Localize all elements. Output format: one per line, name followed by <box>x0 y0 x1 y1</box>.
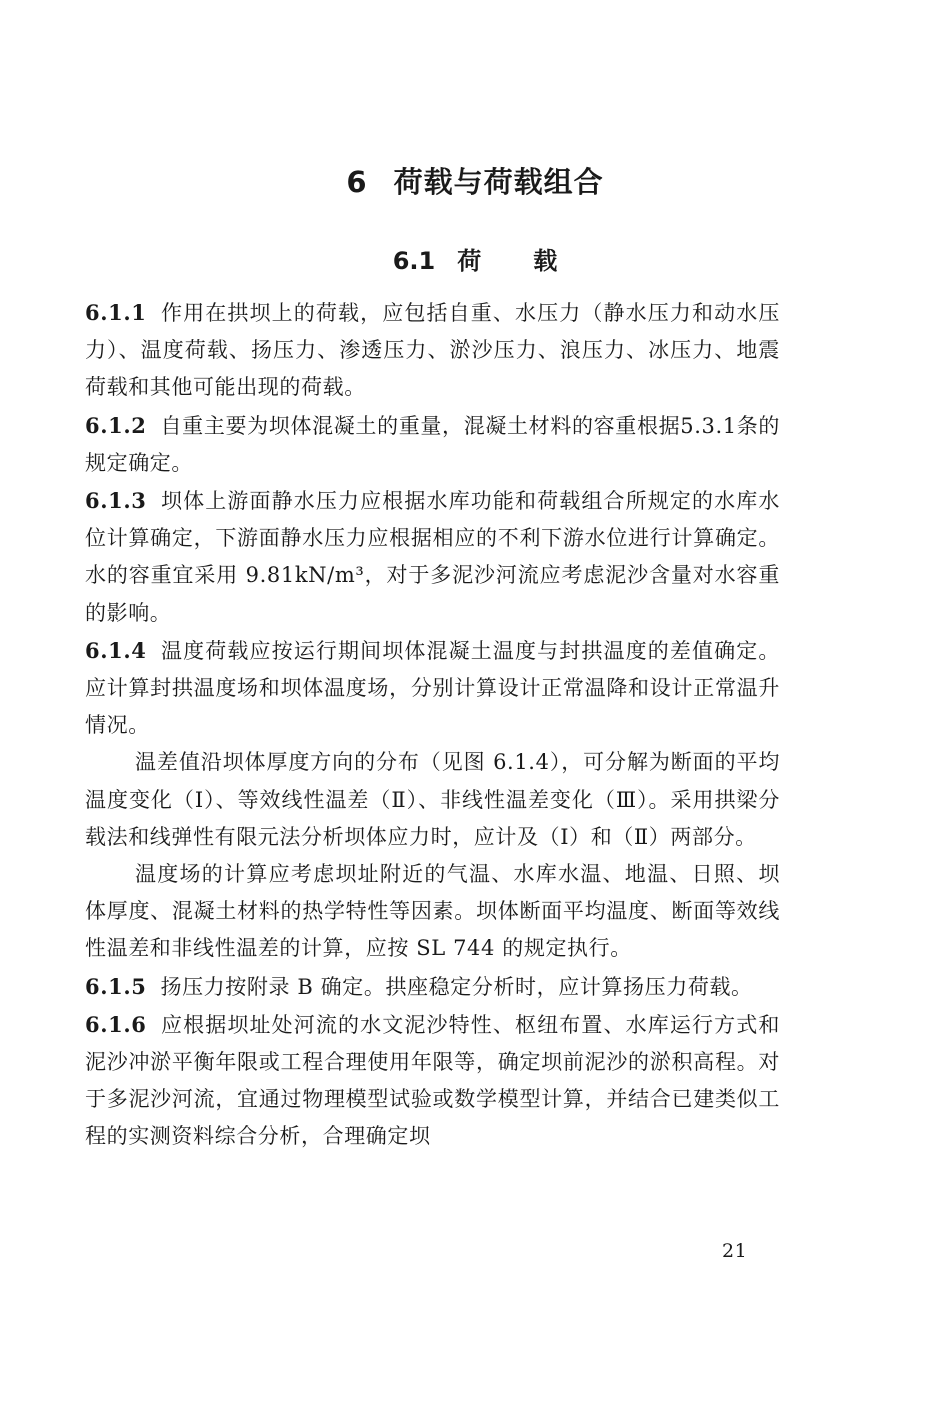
clause-number: 6.1.4 <box>85 637 147 663</box>
clause-6-1-2 <box>85 407 780 482</box>
clause-number: 6.1.1 <box>85 300 147 325</box>
chapter-title-text: 荷载与荷载组合 <box>393 165 604 199</box>
section-title <box>0 241 950 276</box>
clause-text: 坝体上游面静水压力应根据水库功能和荷载组合所规定的水库水位计算确定，下游面静水压力应根据相应的不利下游水位进行计算确定。水的容重宜采用 9.81kN/m³，对于多泥沙河流应考虑泥沙含量对水容重的影响。 <box>85 489 780 625</box>
chapter-number: 6 <box>346 165 368 199</box>
clause-text: 应根据坝址处河流的水文泥沙特性、枢纽布置、水库运行方式和泥沙冲淤平衡年限或工程合理使用年限等，确定坝前泥沙的淤积高程。对于多泥沙河流，宜通过物理模型试验或数学模型计算，并结合已建类似工程的实测资料综合分析，合理确定坝 <box>85 1012 780 1149</box>
clause-6-1-1 <box>85 294 780 407</box>
clause-number: 6.1.6 <box>85 1011 147 1037</box>
clause-6-1-6 <box>85 1006 780 1156</box>
clause-text: 自重主要为坝体混凝土的重量，混凝土材料的容重根据5.3.1条的规定确定。 <box>85 413 780 475</box>
clause-6-1-4 <box>85 632 780 745</box>
clause-text: 温度荷载应按运行期间坝体混凝土温度与封拱温度的差值确定。应计算封拱温度场和坝体温度场，分别计算设计正常温降和设计正常温升情况。 <box>85 638 780 738</box>
chapter-title <box>0 160 950 201</box>
clause-text: 作用在拱坝上的荷载，应包括自重、水压力（静水压力和动水压力）、温度荷载、扬压力、渗透压力、淤沙压力、浪压力、冰压力、地震荷载和其他可能出现的荷载。 <box>85 301 780 400</box>
clause-6-1-5 <box>85 968 780 1006</box>
clause-number: 6.1.5 <box>85 973 147 999</box>
clause-number: 6.1.3 <box>85 488 147 514</box>
paragraph-temperature-distribution <box>85 744 780 856</box>
paragraph-text: 温差值沿坝体厚度方向的分布（见图 6.1.4），可分解为断面的平均温度变化（Ⅰ）、等效线性温差（Ⅱ）、非线性温差变化（Ⅲ）。采用拱梁分载法和线弹性有限元法分析坝体应力时，应计及（Ⅰ）和（Ⅱ）两部分。 <box>85 750 780 849</box>
section-number: 6.1 <box>392 247 436 275</box>
paragraph-text: 温度场的计算应考虑坝址附近的气温、水库水温、地温、日照、坝体厚度、混凝土材料的热学特性等因素。坝体断面平均温度、断面等效线性温差和非线性温差的计算，应按 SL 744 的规定执行。 <box>85 862 780 961</box>
section-title-char-2: 载 <box>533 247 558 275</box>
clause-number: 6.1.2 <box>85 412 147 438</box>
page-number: 21 <box>722 1240 748 1262</box>
paragraph-temperature-field <box>85 856 780 968</box>
clause-6-1-3 <box>85 482 780 632</box>
clause-text: 扬压力按附录 B 确定。拱座稳定分析时，应计算扬压力荷载。 <box>160 974 753 999</box>
section-title-char-1: 荷 <box>457 247 482 275</box>
body-text <box>85 294 780 1156</box>
